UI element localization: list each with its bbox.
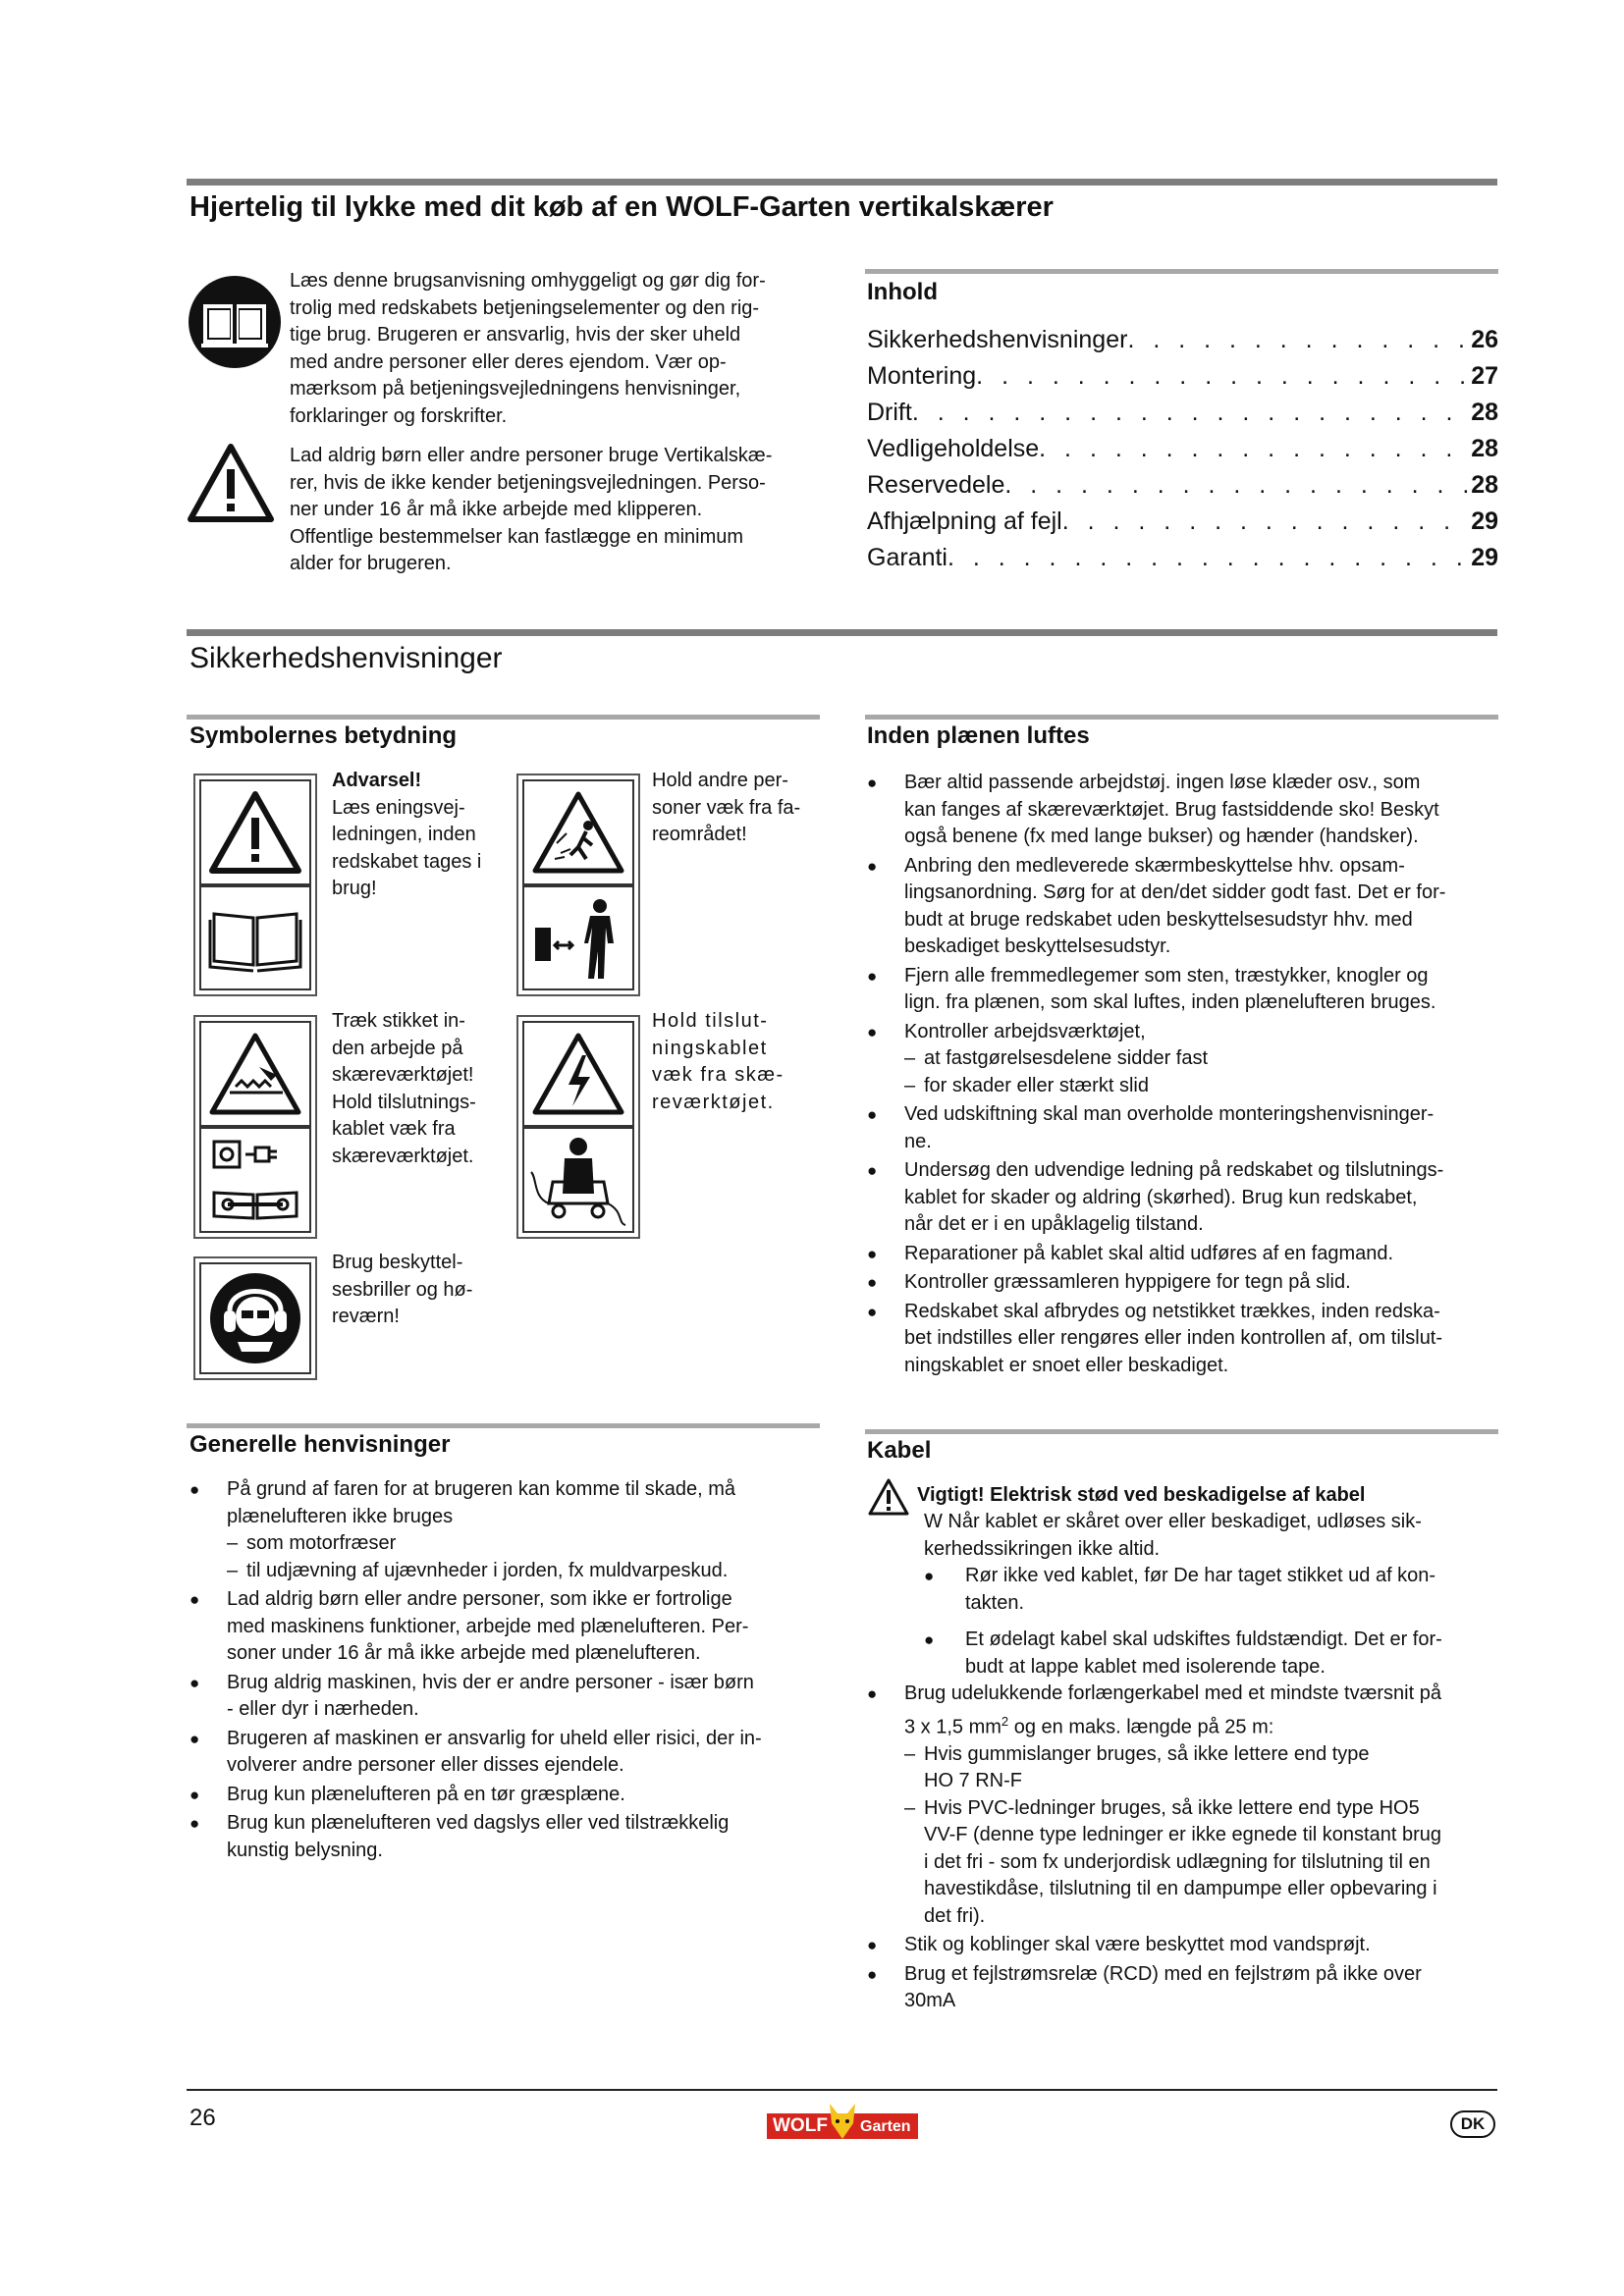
kabel-title: Kabel bbox=[867, 1437, 932, 1464]
toc-rule bbox=[865, 269, 1498, 274]
before-item: ● Kontroller græssamleren hyppigere for tegn på slid. bbox=[867, 1269, 1500, 1297]
country-badge: DK bbox=[1450, 2110, 1495, 2138]
toc-item[interactable]: Reservedele . . . 28 bbox=[867, 467, 1498, 504]
kabel-warning-item: ● Rør ikke ved kablet, før De har taget stikket ud af kon- takten. bbox=[924, 1563, 1498, 1617]
plug-socket-icon bbox=[208, 1138, 302, 1171]
intro-paragraph-1: Læs denne brugsanvisning omhyggeligt og gør dig for- trolig med redskabets betjeningselementer og den rig- tige brug. Brugeren er ansvarlig, hvis der sker uheld med andre personer eller deres ejendom. Vær op- mærksom på betjeningsvejledningens henvisninger, forklaringer og forskrifter. bbox=[290, 270, 766, 427]
symbol-unplug bbox=[193, 1015, 317, 1239]
warning-triangle-icon bbox=[188, 444, 274, 522]
page-number: 26 bbox=[189, 2105, 216, 2131]
electric-shock-icon bbox=[531, 1032, 625, 1116]
warning-icon bbox=[208, 790, 302, 875]
general-list bbox=[189, 1476, 818, 1866]
kabel-subitem: – Hvis gummislanger bruges, så ikke lettere end type HO 7 RN-F bbox=[904, 1741, 1500, 1795]
before-title: Inden plænen luftes bbox=[867, 722, 1090, 749]
open-book-icon bbox=[208, 904, 302, 973]
before-item: ● Reparationer på kablet skal altid udføres af en fagmand. bbox=[867, 1241, 1500, 1268]
toc-item[interactable]: Montering . . . 27 bbox=[867, 358, 1498, 395]
symbol-3-text: Træk stikket in- den arbejde på skæreværktøjet! Hold tilslutnings- kablet væk fra skæreværktøjet. bbox=[332, 1010, 476, 1167]
symbol-1-body: Læs eningsvej- ledningen, inden redskabet tages i brug! bbox=[332, 796, 482, 899]
general-item: ● Lad aldrig børn eller andre personer, som ikke er fortrolige med maskinens funktioner, arbejde med plænelufteren. Per- soner under 16 år må ikke arbejde med plænelufteren. bbox=[189, 1586, 818, 1668]
tools-book-icon bbox=[208, 1189, 302, 1222]
kabel-warning-text: W Når kablet er skåret over eller beskadiget, udløses sik- kerhedssikringen ikke altid. bbox=[924, 1511, 1422, 1560]
general-subitem: – til udjævning af ujævnheder i jorden, fx muldvarpeskud. bbox=[227, 1558, 818, 1585]
toc-item[interactable]: Afhjælpning af fejl . . . 29 bbox=[867, 504, 1498, 540]
before-item: ● Bær altid passende arbejdstøj. ingen løse klæder osv., som kan fanges af skæreværktøjet. Brug fastsiddende sko! Beskyt også benene (fx med lange bukser) og hænder (handsker). bbox=[867, 770, 1500, 851]
toc-item[interactable]: Vedligeholdelse . . . 28 bbox=[867, 431, 1498, 467]
general-rule bbox=[187, 1423, 820, 1428]
kabel-warning-icon bbox=[868, 1478, 909, 1516]
wolf-garten-logo bbox=[767, 2102, 918, 2145]
kabel-item: ● Brug et fejlstrømsrelæ (RCD) med en fejlstrøm på ikke over 30mA bbox=[867, 1961, 1500, 2015]
toc-title: Inhold bbox=[867, 279, 938, 305]
before-item: ● Fjern alle fremmedlegemer som sten, træstykker, knogler og lign. fra plænen, som skal luftes, inden plænelufteren bruges. bbox=[867, 963, 1500, 1017]
kabel-item: ● Stik og koblinger skal være beskyttet mod vandsprøjt. bbox=[867, 1932, 1500, 1959]
symbol-cable-away bbox=[516, 1015, 640, 1239]
before-item: ● Redskabet skal afbrydes og netstikket trækkes, inden redska- bet indstilles eller rengøres eller inden kontrollen af, om tilslut- ningskablet er snoet eller beskadiget. bbox=[867, 1299, 1500, 1380]
before-rule bbox=[865, 715, 1498, 720]
symbol-protection bbox=[193, 1256, 317, 1380]
safe-distance-icon bbox=[529, 894, 627, 983]
before-item: ● Undersøg den udvendige ledning på redskabet og tilslutnings- kablet for skader og aldring (skørhed). Brug kun redskabet, når det er i en upåklagelig tilstand. bbox=[867, 1157, 1500, 1239]
before-item: ● Ved udskiftning skal man overholde monteringshenvisninger- ne. bbox=[867, 1101, 1500, 1155]
kabel-rule bbox=[865, 1429, 1498, 1434]
toc-list bbox=[867, 322, 1498, 576]
before-list bbox=[867, 770, 1500, 1381]
symbols-title: Symbolernes betydning bbox=[189, 722, 458, 749]
symbol-1-bold: Advarsel! bbox=[332, 770, 422, 791]
symbol-5-text: Brug beskyttel- sesbriller og hø- reværn! bbox=[332, 1252, 473, 1327]
thrown-objects-icon bbox=[531, 790, 625, 875]
general-item: ● Brug kun plænelufteren på en tør græsplæne. bbox=[189, 1782, 818, 1809]
logo-garten-text: Garten bbox=[860, 2118, 911, 2135]
page-title: Hjertelig til lykke med dit køb af en WOLF-Garten vertikalskærer bbox=[189, 191, 1054, 223]
top-rule bbox=[187, 179, 1497, 186]
general-item: ● Brugeren af maskinen er ansvarlig for uheld eller risici, der in- volverer andre personer eller disses ejendele. bbox=[189, 1726, 818, 1780]
footer-rule bbox=[187, 2089, 1497, 2091]
safety-rule bbox=[187, 629, 1497, 636]
before-subitem: – at fastgørelsesdelene sidder fast bbox=[904, 1045, 1500, 1073]
before-item: ● Kontroller arbejdsværktøjet, – at fastgørelsesdelene sidder fast – for skader eller stærkt slid bbox=[867, 1019, 1500, 1100]
symbol-warning-manual bbox=[193, 774, 317, 996]
kabel-subitem: – Hvis PVC-ledninger bruges, så ikke lettere end type HO5 VV-F (denne type ledninger er ikke egnede til konstant brug i det fri - som fx underjordisk udlægning for tilslutning til en havestikdåse, tilslutning til en dampumpe eller opbevaring i det fri). bbox=[904, 1795, 1500, 1931]
kabel-warning-title: Vigtigt! Elektrisk stød ved beskadigelse af kabel bbox=[917, 1484, 1366, 1506]
toc-item[interactable]: Drift . . . 28 bbox=[867, 395, 1498, 431]
general-subitem: – som motorfræser bbox=[227, 1530, 818, 1558]
symbol-keep-away bbox=[516, 774, 640, 996]
logo-wolf-text: WOLF bbox=[773, 2115, 828, 2136]
kabel-warning-list bbox=[924, 1563, 1498, 1681]
general-item: ● På grund af faren for at brugeren kan komme til skade, må plænelufteren ikke bruges – som motorfræser – til udjævning af ujævnheder i jorden, fx muldvarpeskud. bbox=[189, 1476, 818, 1584]
toc-item[interactable]: Garanti . . . 29 bbox=[867, 540, 1498, 576]
general-item: ● Brug aldrig maskinen, hvis der er andre personer - især børn - eller dyr i nærheden. bbox=[189, 1670, 818, 1724]
operator-cable-icon bbox=[529, 1133, 627, 1227]
kabel-list bbox=[867, 1681, 1500, 2017]
general-item: ● Brug kun plænelufteren ved dagslys eller ved tilstrækkelig kunstig belysning. bbox=[189, 1810, 818, 1864]
symbol-2-text: Hold andre per- soner væk fra fa- reområdet! bbox=[652, 770, 801, 845]
toc-item[interactable]: Sikkerhedshenvisninger . . . 26 bbox=[867, 322, 1498, 358]
read-manual-icon bbox=[188, 275, 282, 369]
logo-fox-icon bbox=[828, 2102, 857, 2141]
general-title: Generelle henvisninger bbox=[189, 1431, 451, 1458]
before-subitem: – for skader eller stærkt slid bbox=[904, 1073, 1500, 1100]
before-item: ● Anbring den medleverede skærmbeskyttelse hhv. opsam- lingsanordning. Sørg for at den/det sidder godt fast. Det er for- budt at bruge redskabet uden beskyttelsesudstyr hhv. med beskadiget beskyttelsesudstyr. bbox=[867, 853, 1500, 961]
symbol-1-text bbox=[332, 768, 509, 903]
intro-paragraph-2: Lad aldrig børn eller andre personer bruge Vertikalskæ- rer, hvis de ikke kender betjeningsvejledningen. Perso- ner under 16 år må ikke arbejde med klipperen. Offentlige bestemmelser kan fastlægge en minimum alder for brugeren. bbox=[290, 445, 773, 574]
ear-eye-protection-icon bbox=[208, 1271, 302, 1365]
kabel-warning-item: ● Et ødelagt kabel skal udskiftes fuldstændigt. Det er for- budt at lappe kablet med isolerende tape. bbox=[924, 1627, 1498, 1681]
safety-title: Sikkerhedshenvisninger bbox=[189, 642, 503, 674]
cutting-blade-hand-icon bbox=[208, 1032, 302, 1116]
symbols-rule bbox=[187, 715, 820, 720]
symbol-4-text: Hold tilslut- ningskablet væk fra skæ- reværktøjet. bbox=[652, 1010, 785, 1113]
kabel-item: ● Brug udelukkende forlængerkabel med et mindste tværsnit på 3 x 1,5 $mm^2$ og en maks. længde på 25 m: – Hvis gummislanger bruges, så ikke lettere end type HO 7 RN-F – Hvis PVC-ledninger bruges, så ikke lettere end type HO5 VV-F (denne type ledninger er ikke egnede til konstant brug i det fri - som fx underjordisk udlægning for tilslutning til en havestikdåse, tilslutning til en dampumpe eller opbevaring i det fri). bbox=[867, 1681, 1500, 1930]
